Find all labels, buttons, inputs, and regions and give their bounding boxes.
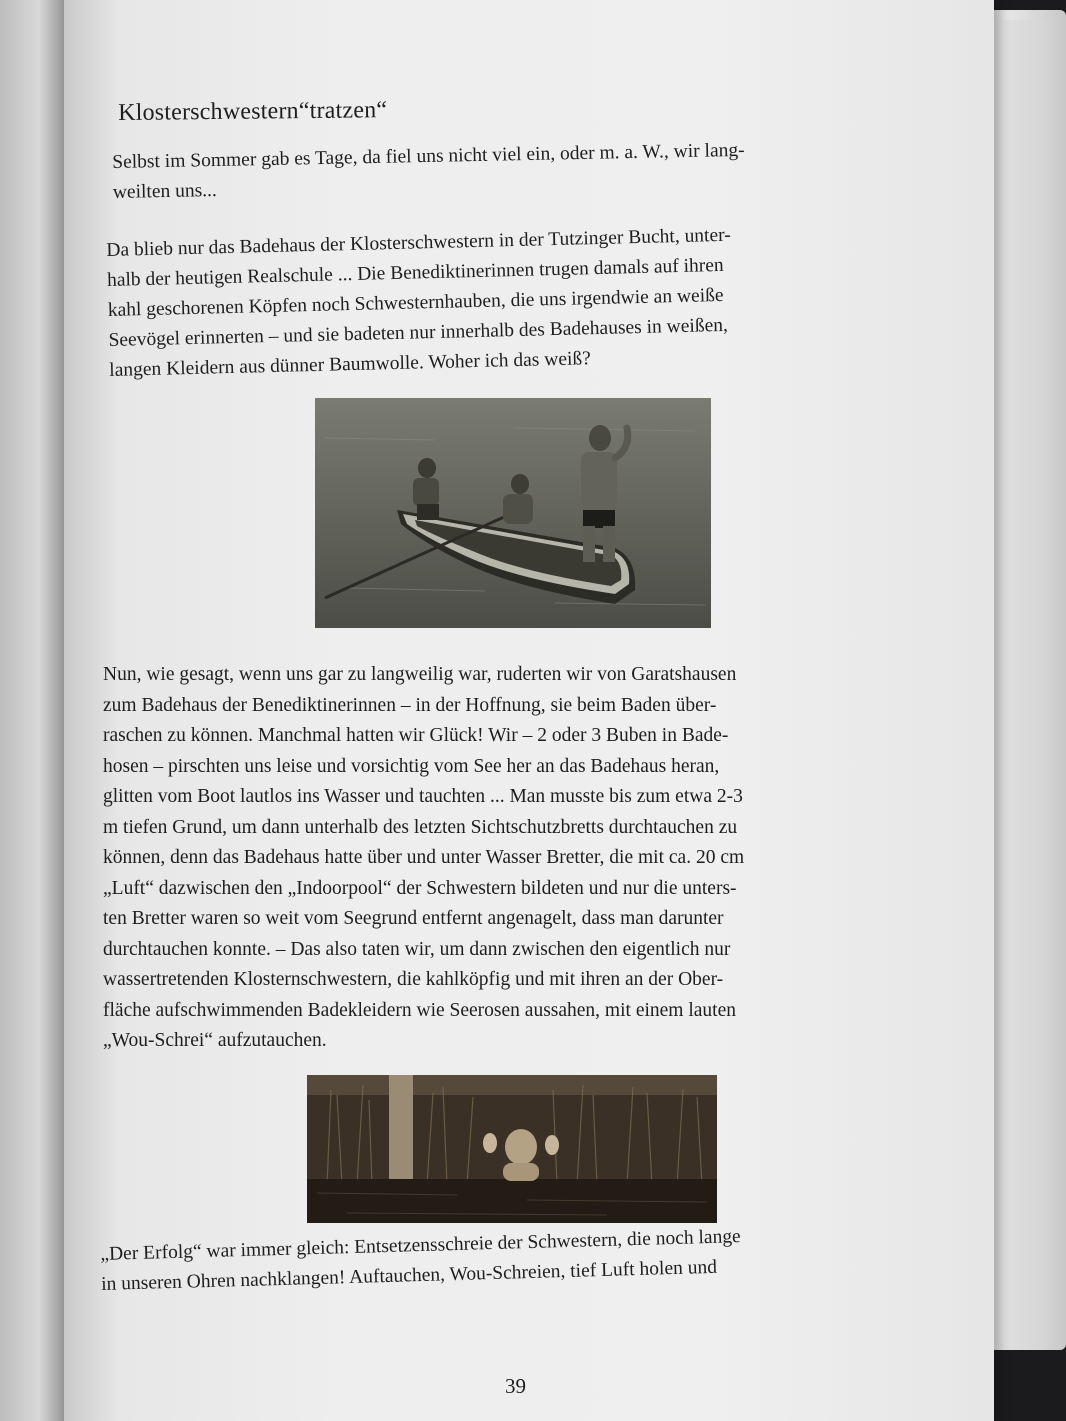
photo-boys-in-rowboat [315,398,711,628]
text-line: „Wou-Schrei“ aufzutauchen. [103,1030,327,1051]
text-line: m tiefen Grund, um dann unterhalb des letzten Sichtschutzbretts durchtauchen zu [103,816,738,838]
page-heading: Klosterschwestern“tratzen“ [118,97,388,126]
text-line: langen Kleidern aus dünner Baumwolle. Woher ich das weiß? [109,348,592,381]
text-line: in unseren Ohren nachklangen! Auftauchen, Wou-Schreien, tief Luft holen und [100,1256,718,1295]
text-line: glitten vom Boot lautlos ins Wasser und tauchten ... Man musste bis zum etwa 2-3 [103,786,743,807]
rowboat-photo-illustration [315,398,711,628]
paragraph-3 [103,660,921,1057]
text-line: kahl geschorenen Köpfen noch Schwesternhauben, die uns irgendwie an weiße [107,284,724,321]
text-line: durchtauchen konnte. – Das also taten wir, um dann zwischen den eigentlich nur [103,938,731,960]
text-line: Da blieb nur das Badehaus der Klosterschwestern in der Tutzinger Bucht, unter- [106,224,731,261]
page-number: 39 [505,1374,526,1398]
reeds-photo-illustration [307,1075,717,1223]
text-line: „Luft“ dazwischen den „Indoorpool“ der Schwestern bildeten und nur die unters- [103,877,737,899]
text-line: halb der heutigen Realschule ... Die Benediktinerinnen trugen damals auf ihren [106,254,724,291]
text-line: hosen – pirschten uns leise und vorsichtig vom See her an das Badehaus heran, [103,755,720,777]
text-line: Seevögel erinnerten – und sie badeten nur innerhalb des Badehauses in weißen, [108,314,729,351]
text-line: „Der Erfolg“ war immer gleich: Entsetzensschreie der Schwestern, die noch lange [100,1226,741,1265]
text-line: ten Bretter waren so weit vom Seegrund entfernt angenagelt, dass man darunter [103,908,724,929]
text-line: Selbst im Sommer gab es Tage, da fiel uns nicht viel ein, oder m. a. W., wir lang- [112,139,745,173]
text-line: raschen zu können. Manchmal hatten wir Glück! Wir – 2 oder 3 Buben in Bade- [103,725,729,746]
text-line: zum Badehaus der Benediktinerinnen – in der Hoffnung, sie beim Baden über- [103,694,717,716]
facing-page-edge [0,0,70,1421]
paragraph-2 [106,216,927,386]
text-line: weilten uns... [112,179,218,203]
text-line: wassertretenden Klosternschwestern, die kahlköpfig und mit ihren an der Ober- [103,969,724,990]
photo-boy-in-water-reeds [307,1075,717,1223]
text-line: Nun, wie gesagt, wenn uns gar zu langweilig war, ruderten wir von Garatshausen [103,664,737,685]
text-line: fläche aufschwimmenden Badekleidern wie Seerosen aussahen, mit einem lauten [103,999,736,1021]
text-line: können, denn das Badehaus hatte über und unter Wasser Bretter, die mit ca. 20 cm [103,847,745,868]
